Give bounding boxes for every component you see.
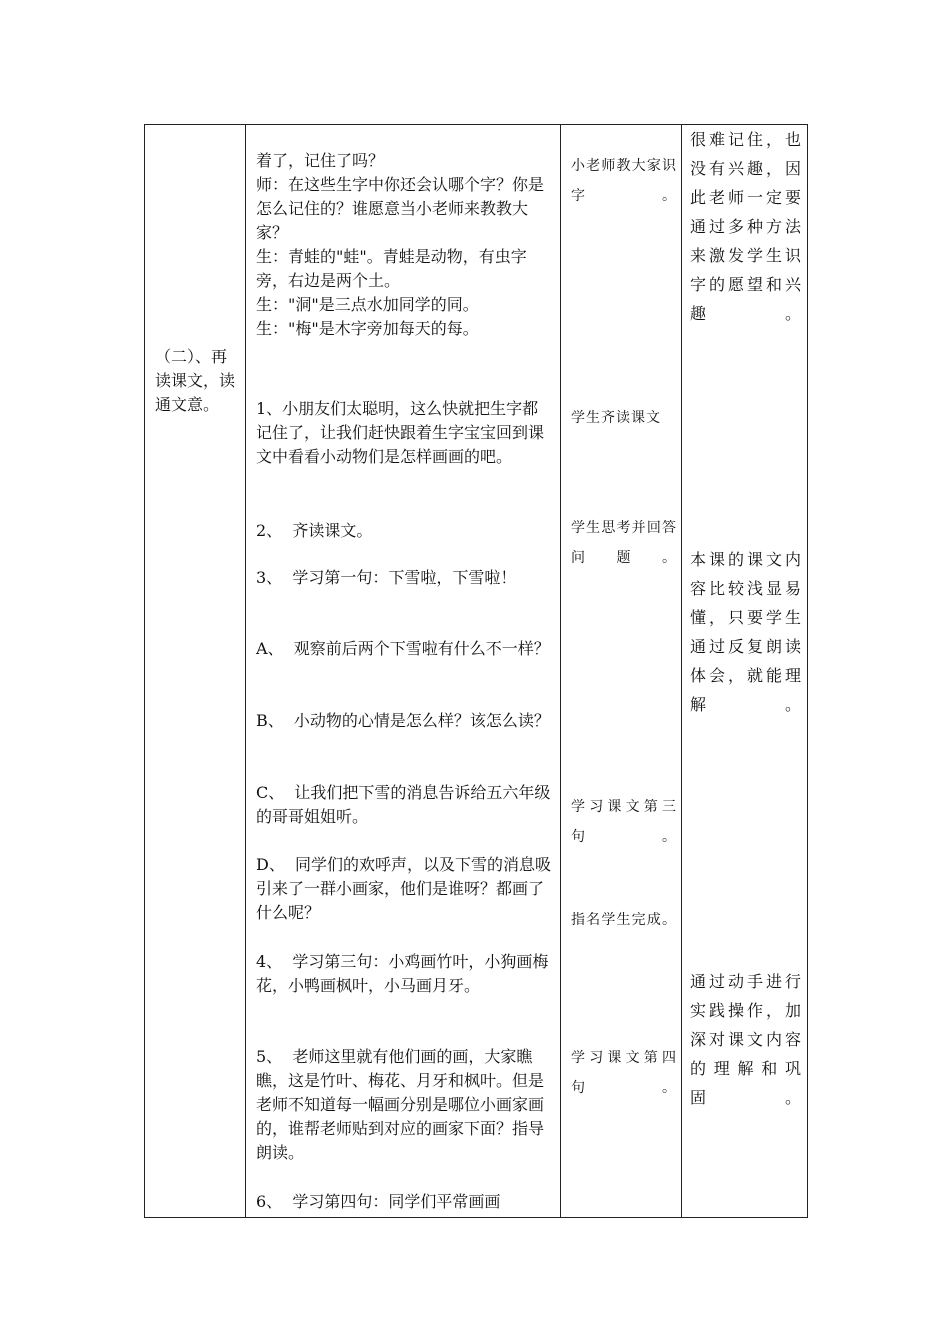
step-3a: A、 观察前后两个下雪啦有什么不一样？ (256, 639, 550, 658)
step-3d: D、 同学们的欢呼声，以及下雪的消息吸引来了一群小画家，他们是谁呀？都画了什么呢？ (256, 855, 552, 922)
step-4: 4、 学习第三句：小鸡画竹叶，小狗画梅花，小鸭画枫叶，小马画月牙。 (256, 952, 549, 995)
step-5: 5、 老师这里就有他们画的画，大家瞧瞧，这是竹叶、梅花、月牙和枫叶。但是老师不知道每一幅画分别是哪位小画家画的，谁帮老师贴到对应的画家下面？指导朗读。 (256, 1047, 545, 1162)
step-3c: C、 让我们把下雪的消息告诉给五六年级的哥哥姐姐听。 (256, 783, 551, 826)
activity-3: 学生思考并回答问题。 (571, 520, 677, 566)
lesson-plan-table (144, 124, 808, 1218)
step-1: 1、小朋友们太聪明，这么快就把生字都记住了，让我们赶快跟着生字宝宝回到课文中看看小动物们是怎样画画的吧。 (256, 399, 545, 466)
teaching-steps-cell (246, 125, 561, 1218)
student-activities-cell (561, 125, 682, 1218)
activity-1: 小老师教大家识字。 (571, 158, 677, 204)
step-3b: B、 小动物的心情是怎么样？该怎么读？ (256, 711, 550, 730)
intent-3: 通过动手进行实践操作，加深对课文内容的理解和巩固。 (690, 972, 802, 1107)
activity-4: 学习课文第三句。 (571, 799, 677, 845)
section-label: （二）、再读课文，读通文意。 (155, 347, 236, 414)
table-row (145, 125, 808, 1218)
design-intent-cell (682, 125, 808, 1218)
step-2: 2、 齐读课文。 (256, 521, 373, 540)
intent-1: 很难记住，也没有兴趣，因此老师一定要通过多种方法来激发学生识字的愿望和兴趣。 (690, 130, 802, 323)
activity-2: 学生齐读课文 (571, 410, 661, 426)
section-cell (145, 125, 246, 1218)
intent-2: 本课的课文内容比较浅显易懂，只要学生通过反复朗读体会，就能理解。 (690, 550, 802, 714)
step-3: 3、 学习第一句：下雪啦，下雪啦！ (256, 568, 517, 587)
activity-6: 学习课文第四句。 (571, 1050, 677, 1096)
step-intro-dialogue: 着了，记住了吗？ 师：在这些生字中你还会认哪个字？你是怎么记住的？谁愿意当小老师来教教大家？ 生：青蛙的"蛙"。青蛙是动物，有虫字旁，右边是两个土。 生："洞"是三点水加同学的同。 生："梅"是木字旁加每天的每。 (256, 151, 545, 338)
step-6: 6、 学习第四句：同学们平常画画 (256, 1192, 501, 1211)
activity-5: 指名学生完成。 (571, 912, 677, 928)
